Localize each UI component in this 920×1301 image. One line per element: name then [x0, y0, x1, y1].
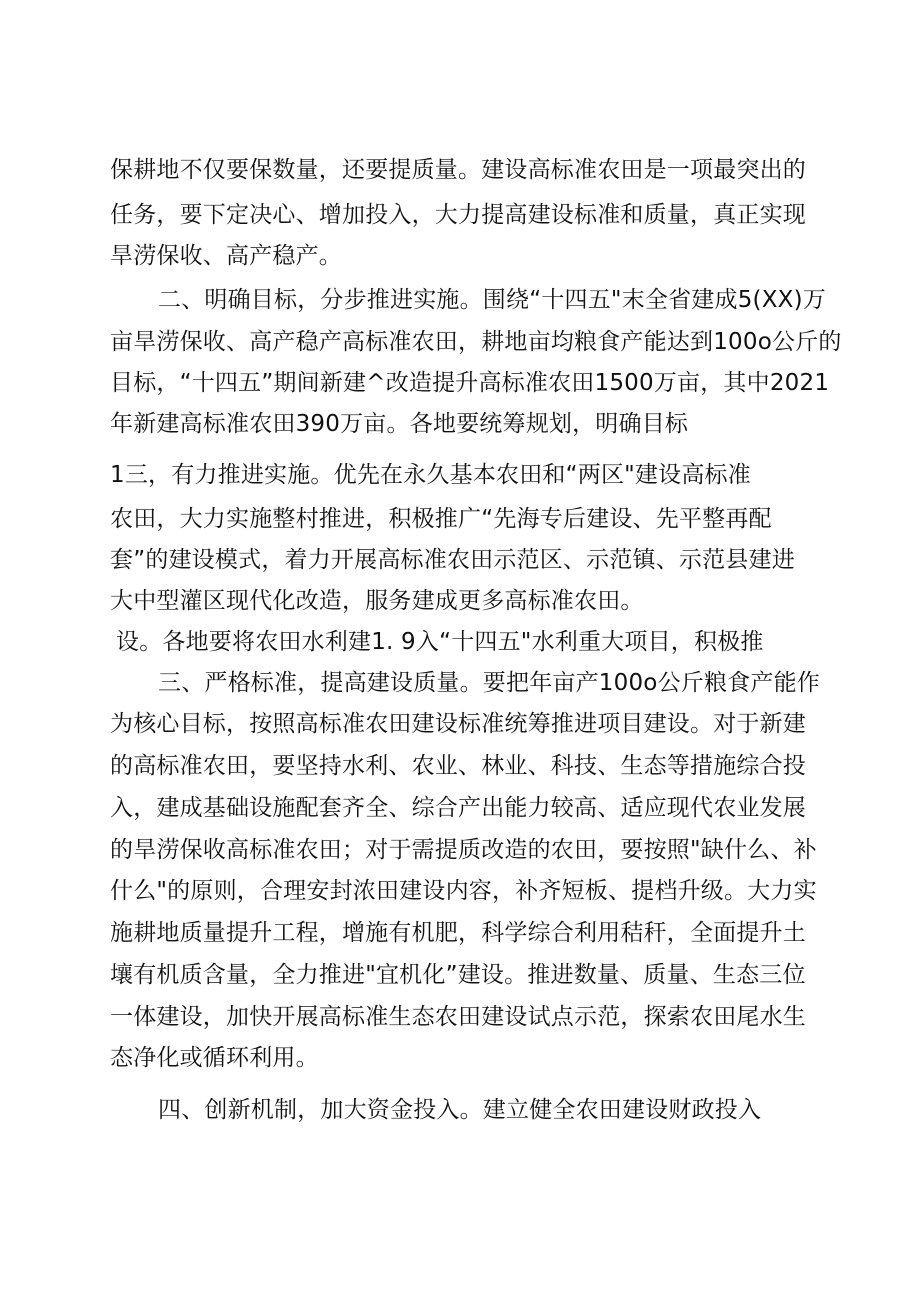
text-line: 的旱涝保收高标准农田；对于需提质改造的农田，要按照"缺什么、补 [110, 837, 817, 863]
text-line: 套”的建设模式，着力开展高标准农田示范区、示范镇、示范县建进 [110, 547, 795, 573]
text-line: 壤有机质含量，全力推进"宜机化”建设。推进数量、质量、生态三位 [110, 962, 806, 988]
text-line: 施耕地质量提升工程，增施有机肥，科学综合利用秸秆，全面提升土 [110, 920, 806, 946]
text-line: 1三，有力推进实施。优先在永久基本农田和“两区"建设高标准 [110, 462, 751, 488]
text-line: 旱涝保收、高产稳产。 [110, 243, 342, 269]
text-line: 为核心目标，按照高标准农田建设标准统筹推进项目建设。对于新建 [110, 711, 806, 737]
text-line: 三、严格标准，提高建设质量。要把年亩产100o公斤粮食产能作 [158, 670, 820, 696]
text-line: 任务，要下定决心、增加投入，大力提高建设标准和质量，真正实现 [110, 202, 806, 228]
text-line: 亩旱涝保收、高产稳产高标准农田，耕地亩均粮食产能达到100o公斤的 [110, 329, 842, 355]
text-line: 年新建高标准农田390万亩。各地要统筹规划，明确目标 [110, 411, 689, 437]
text-line: 二、明确目标，分步推进实施。围绕“十四五"末全省建成5(XX)万 [158, 287, 826, 313]
text-line: 设。各地要将农田水利建1. 9入“十四五"水利重大项目，积极推 [116, 629, 764, 655]
text-line: 目标，“十四五”期间新建^改造提升高标准农田1500万亩，其中2021 [110, 370, 830, 396]
text-line: 四、创新机制，加大资金投入。建立健全农田建设财政投入 [158, 1097, 762, 1123]
text-line: 什么"的原则，合理安封浓田建设内容，补齐短板、提档升级。大力实 [110, 878, 817, 904]
text-line: 农田，大力实施整村推进，积极推广“先海专后建设、先平整再配 [110, 506, 772, 532]
text-line: 一体建设，加快开展高标准生态农田建设试点示范，探索农田尾水生 [110, 1004, 806, 1030]
text-line: 入，建成基础设施配套齐全、综合产出能力较高、适应现代农业发展 [110, 795, 806, 821]
text-line: 态净化或循环利用。 [110, 1045, 319, 1071]
text-line: 大中型灌区现代化改造，服务建成更多高标准农田。 [110, 588, 644, 614]
text-line: 的高标准农田，要坚持水利、农业、林业、科技、生态等措施综合投 [110, 753, 806, 779]
text-line: 保耕地不仅要保数量，还要提质量。建设高标准农田是一项最突出的 [110, 157, 806, 183]
